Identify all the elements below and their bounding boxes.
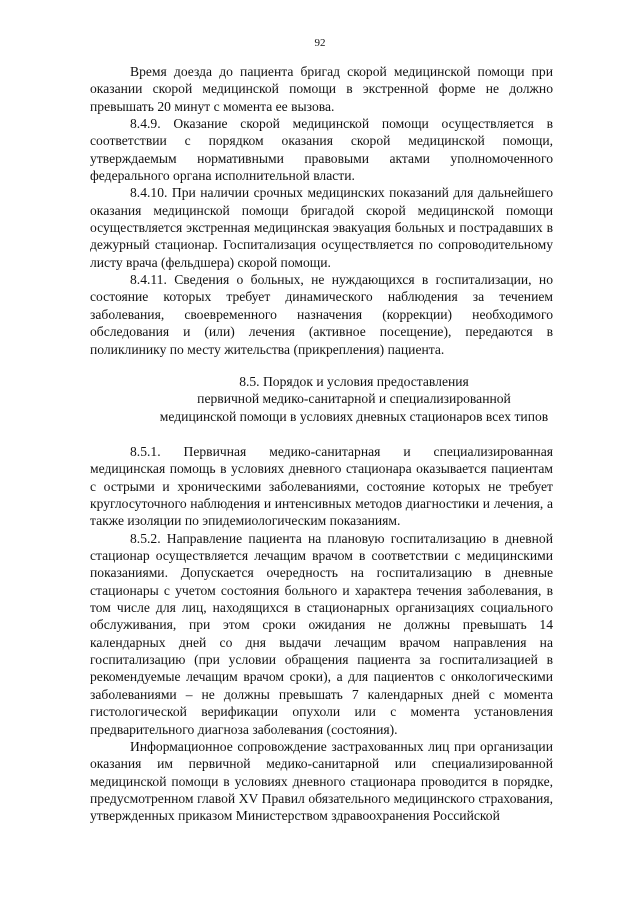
paragraph-8-5-2: 8.5.2. Направление пациента на плановую госпитализацию в дневной стационар осуществляется лечащим врачом в соответствии с медицинскими показаниями. Допускается очередность на госпитализацию в дневные стационары с учетом состояния больного и характера течения заболевания, в том числе для лиц, находящихся в стационарных организациях социального обслуживания, при этом сроки ожидания не должны превышать 14 календарных дней со дня выдачи лечащим врачом направления на госпитализацию (при условии обращения пациента за госпитализацией в рекомендуемые лечащим врачом сроки), а для пациентов с онкологическими заболеваниями – не должны превышать 7 календарных дней с момента гистологической верификации опухоли или с момента установления предварительного диагноза заболевания (состояния). — [90, 530, 553, 737]
body-text-top — [90, 63, 553, 358]
paragraph-8-4-11: 8.4.11. Сведения о больных, не нуждающихся в госпитализации, но состояние которых требует динамического наблюдения за течением заболевания, своевременного назначения (коррекции) необходимого обследования и (или) лечения (активное посещение), передаются в поликлинику по месту жительства (прикрепления) пациента. — [90, 272, 553, 357]
page-number: 92 — [314, 37, 326, 49]
paragraph-8-4-9: 8.4.9. Оказание скорой медицинской помощи осуществляется в соответствии с порядком оказания скорой медицинской помощи, утверждаемым нормативными правовыми актами уполномоченного федерального органа исполнительной власти. — [90, 116, 553, 184]
section-heading-8-5 — [90, 373, 618, 425]
section-heading-line: первичной медико-санитарной и специализированной — [197, 391, 511, 407]
section-heading-line: медицинской помощи в условиях дневных стационаров всех типов — [159, 408, 549, 424]
paragraph-arrival-time: Время доезда до пациента бригад скорой медицинской помощи при оказании скорой медицинской помощи в экстренной форме не должно превышать 20 минут с момента ее вызова. — [90, 64, 553, 114]
paragraph-information-support: Информационное сопровождение застрахованных лиц при организации оказания им первичной медико-санитарной или специализированной медицинской помощи в условиях дневного стационара проводится в порядке, предусмотренном главой XV Правил обязательного медицинского страхования, утвержденных приказом Министерством здравоохранения Российской — [90, 738, 553, 824]
paragraph-8-5-1: 8.5.1. Первичная медико-санитарная и специализированная медицинская помощь в условиях дневного стационара оказывается пациентам с острыми и хроническими заболеваниями, состояние которых не требует круглосуточного наблюдения и интенсивных методов диагностики и лечения, а также изоляции по эпидемиологическим показаниям. — [90, 444, 553, 529]
body-text-bottom — [90, 443, 553, 825]
section-heading-line: 8.5. Порядок и условия предоставления — [239, 374, 469, 389]
paragraph-8-4-10: 8.4.10. При наличии срочных медицинских показаний для дальнейшего оказания медицинской помощи бригадой скорой медицинской помощи осуществляется экстренная медицинская эвакуация больных и пострадавших в дежурный стационар. Госпитализация осуществляется по сопроводительному листу врача (фельдшера) скорой помощи. — [90, 185, 553, 270]
